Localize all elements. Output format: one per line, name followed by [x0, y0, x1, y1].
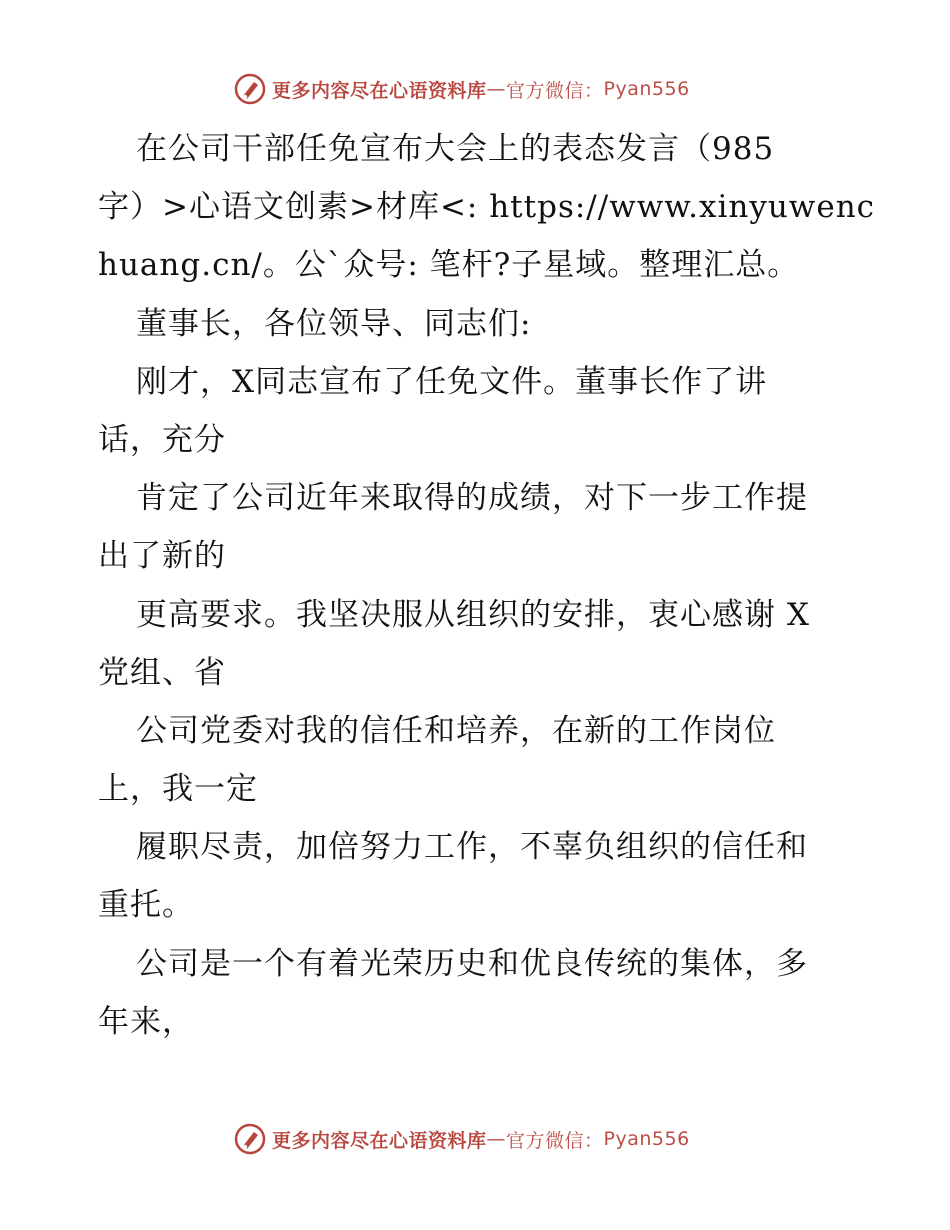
- doc-line-15: 公司是一个有着光荣历史和优良传统的集体，多: [136, 945, 808, 982]
- watermark-dash: —: [486, 78, 507, 100]
- doc-line-12: 上，我一定: [98, 771, 258, 808]
- doc-line-11: 公司党委对我的信任和培养，在新的工作岗位: [136, 712, 776, 749]
- doc-line-10: 党组、省: [98, 654, 226, 691]
- doc-line-3: huang.cn/。公`众号: 笔杆?子星域。整理汇总。: [98, 247, 800, 284]
- pen-circle-logo-icon: [234, 73, 266, 105]
- watermark-brand-text: 更多内容尽在心语资料库: [272, 79, 487, 102]
- watermark-official-text: 官方微信：: [506, 1129, 604, 1152]
- watermark-wechat-id: Pyan556: [603, 78, 690, 100]
- doc-line-13: 履职尽责，加倍努力工作，不辜负组织的信任和: [136, 829, 808, 866]
- doc-line-5: 刚才，X同志宣布了任免文件。董事长作了讲: [136, 363, 768, 400]
- doc-line-1: 在公司干部任免宣布大会上的表态发言（985: [136, 131, 775, 167]
- watermark-header: [234, 72, 690, 106]
- watermark-footer: [234, 1122, 690, 1156]
- doc-line-9: 更高要求。我坚决服从组织的安排，衷心感谢 X: [136, 596, 810, 633]
- doc-line-16: 年来，: [98, 1003, 194, 1040]
- doc-line-6: 话，充分: [98, 421, 226, 458]
- watermark-official-text: 官方微信：: [506, 79, 604, 102]
- doc-line-8: 出了新的: [98, 538, 226, 575]
- watermark-brand-text: 更多内容尽在心语资料库: [272, 1129, 487, 1152]
- doc-line-2: 字）>心语文创素>材库<: https://www.xinyuwenc: [98, 189, 876, 226]
- watermark-dash: —: [486, 1128, 507, 1150]
- watermark-wechat-id: Pyan556: [603, 1128, 690, 1150]
- doc-line-4: 董事长，各位领导、同志们:: [136, 305, 532, 342]
- doc-line-7: 肯定了公司近年来取得的成绩，对下一步工作提: [136, 480, 808, 517]
- doc-line-14: 重托。: [98, 887, 194, 924]
- document-body: [98, 120, 876, 1051]
- pen-circle-logo-icon: [234, 1123, 266, 1155]
